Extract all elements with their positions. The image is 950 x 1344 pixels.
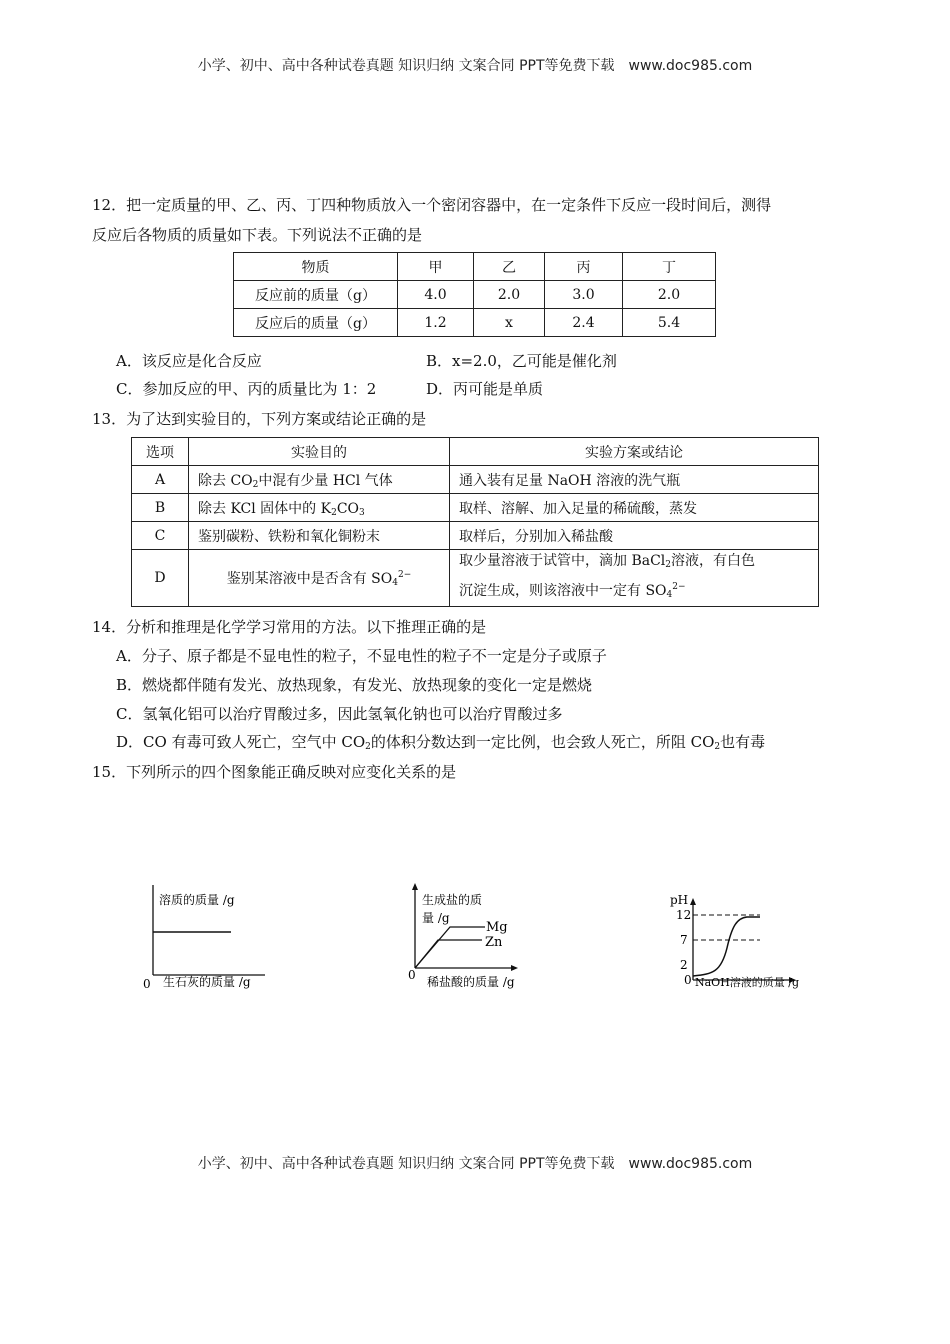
page-footer	[0, 1153, 950, 1173]
q12-cell: 5.4	[623, 309, 716, 337]
footer-text: 小学、初中、高中各种试卷真题 知识归纳 文案合同 PPT等免费下载	[197, 1156, 615, 1172]
graph-3	[665, 888, 820, 993]
q13-goal-cell: 除去 KCl 固体中的 $K_2CO_3$	[189, 494, 450, 522]
q12-stem-line2: 反应后各物质的质量如下表。下列说法不正确的是	[92, 226, 423, 244]
q13-option-cell: C	[132, 522, 189, 550]
q12-cell: 2.0	[474, 281, 545, 309]
q14-option-a: A．分子、原子都是不显电性的粒子，不显电性的粒子不一定是分子或原子	[116, 647, 607, 665]
q12-header-cell: 甲	[398, 253, 474, 281]
q15-stem: 15．下列所示的四个图象能正确反映对应变化关系的是	[92, 763, 457, 781]
q12-cell: 1.2	[398, 309, 474, 337]
graph-1-ylabel: 溶质的质量 /g	[159, 893, 235, 907]
page-header	[0, 55, 950, 75]
q12-cell: 2.4	[545, 309, 623, 337]
graph-3-y-arrow	[690, 898, 696, 905]
q12-option-d: D．丙可能是单质	[426, 380, 544, 398]
q12-cell: 反应后的质量（g）	[234, 309, 398, 337]
q13-option-cell: A	[132, 466, 189, 494]
graph-3-tick-2: 2	[680, 958, 688, 972]
q13-header-cell: 实验目的	[189, 438, 450, 466]
graph-2-ylabel-1: 生成盐的质	[422, 893, 483, 907]
q13-plan-cell: 取样后，分别加入稀盐酸	[450, 522, 819, 550]
q12-header-cell: 物质	[234, 253, 398, 281]
q12-option-b: B．x=2.0，乙可能是催化剂	[426, 352, 617, 370]
graph-3-tick-12: 12	[676, 908, 692, 922]
graph-2-mg-line	[415, 927, 485, 968]
q13-plan-cell: 通入装有足量 NaOH 溶液的洗气瓶	[450, 466, 819, 494]
graph-2-zn-line	[415, 940, 482, 968]
q12-header-cell: 丁	[623, 253, 716, 281]
graph-3-origin: 0	[684, 973, 692, 987]
footer-site[interactable]: www.doc985.com	[628, 1156, 753, 1172]
q13-plan-cell: 取样、溶解、加入足量的稀硫酸，蒸发	[450, 494, 819, 522]
graph-3-xlabel: NaOH溶液的质量 /g	[695, 976, 800, 989]
q13-goal-cell: 除去 $CO_2$中混有少量 HCl 气体	[189, 466, 450, 494]
graph-3-tick-7: 7	[680, 933, 688, 947]
graph-2-xlabel: 稀盐酸的质量 /g	[427, 975, 515, 989]
q13-stem: 13．为了达到实验目的，下列方案或结论正确的是	[92, 410, 427, 428]
graph-2-ylabel-2: 量 /g	[422, 911, 450, 925]
q13-goal-cell: 鉴别某溶液中是否含有 $SO_4^{2-}$	[189, 550, 450, 607]
q12-table	[233, 252, 716, 337]
graph-2-y-arrow	[412, 883, 418, 890]
q13-option-cell: B	[132, 494, 189, 522]
graph-1	[135, 880, 275, 990]
q12-option-a: A．该反应是化合反应	[116, 352, 262, 370]
graph-2-series-mg: Mg	[486, 920, 508, 935]
q12-header-cell: 丙	[545, 253, 623, 281]
graph-3-ph-curve	[693, 917, 760, 976]
q12-option-c: C．参加反应的甲、丙的质量比为 1：2	[116, 380, 377, 398]
q13-goal-cell: 鉴别碳粉、铁粉和氧化铜粉末	[189, 522, 450, 550]
q14-option-d: D．CO 有毒可致人死亡，空气中 $CO_2$的体积分数达到一定比例，也会致人死亡，所阻 $CO_2$也有毒	[116, 733, 766, 752]
q14-option-b: B．燃烧都伴随有发光、放热现象，有发光、放热现象的变化一定是燃烧	[116, 676, 593, 694]
q13-header-cell: 实验方案或结论	[450, 438, 819, 466]
q12-cell: 反应前的质量（g）	[234, 281, 398, 309]
graph-2-x-arrow	[511, 965, 518, 971]
graph-1-origin: 0	[143, 977, 151, 990]
q13-option-cell: D	[132, 550, 189, 607]
graph-2-series-zn: Zn	[485, 935, 503, 950]
q14-stem: 14．分析和推理是化学学习常用的方法。以下推理正确的是	[92, 618, 487, 636]
q12-header-cell: 乙	[474, 253, 545, 281]
q12-stem-line1: 12．把一定质量的甲、乙、丙、丁四种物质放入一个密闭容器中，在一定条件下反应一段时间后，测得	[92, 196, 772, 214]
q13-table	[131, 437, 819, 607]
graph-1-xlabel: 生石灰的质量 /g	[163, 975, 251, 989]
q13-header-cell: 选项	[132, 438, 189, 466]
graph-2	[400, 880, 540, 990]
q12-cell: 3.0	[545, 281, 623, 309]
q13-plan-cell: 取少量溶液于试管中，滴加 BaCl$_2$溶液，有白色 沉淀生成，则该溶液中一定有 $SO_4^{2-}$	[450, 550, 819, 607]
q12-cell: 2.0	[623, 281, 716, 309]
q14-option-c: C．氢氧化铝可以治疗胃酸过多，因此氢氧化钠也可以治疗胃酸过多	[116, 705, 563, 723]
q12-cell: 4.0	[398, 281, 474, 309]
header-site[interactable]: www.doc985.com	[628, 58, 753, 74]
header-text: 小学、初中、高中各种试卷真题 知识归纳 文案合同 PPT等免费下载	[197, 58, 615, 74]
graph-2-origin: 0	[408, 968, 416, 982]
graph-3-ylabel: pH	[670, 893, 689, 907]
q12-cell: x	[474, 309, 545, 337]
